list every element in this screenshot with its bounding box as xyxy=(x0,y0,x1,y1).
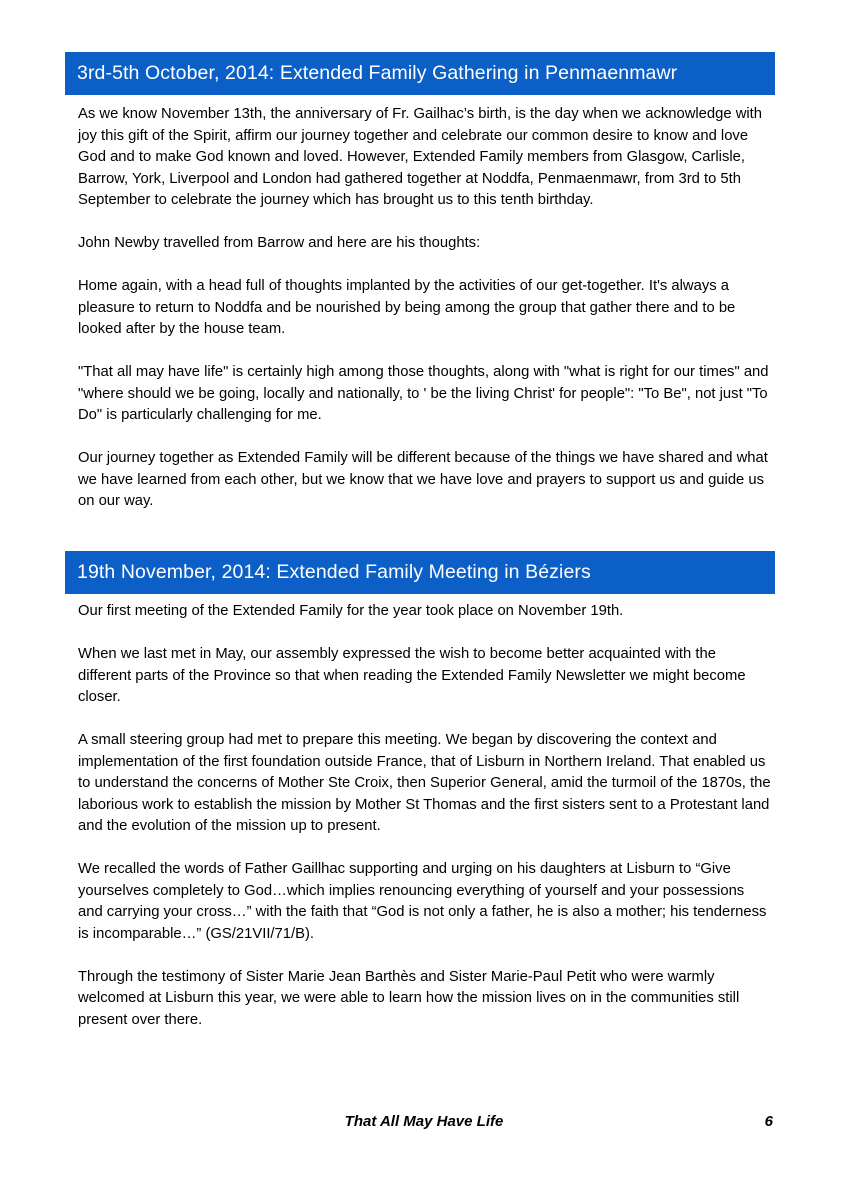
paragraph: Our journey together as Extended Family will be different because of the things we have shared and what we have learned from each other, but we know that we have love and prayers to support us and guide us on our way. xyxy=(78,450,768,509)
paragraph: Through the testimony of Sister Marie Jean Barthès and Sister Marie-Paul Petit who were warmly welcomed at Lisburn this year, we were able to learn how the mission lives on in the communities still present over there. xyxy=(78,968,740,1028)
paragraph: When we last met in May, our assembly expressed the wish to become better acquainted with the different parts of the Province so that when reading the Extended Family Newsletter we might become closer. xyxy=(78,646,746,705)
section-heading-beziers: 19th November, 2014: Extended Family Meeting in Béziers xyxy=(65,551,775,594)
paragraph: We recalled the words of Father Gaillhac supporting and urging on his daughters at Lisburn to “Give yourselves completely to God…which implies renouncing everything of yourself and your possessions and carrying your cross…” with the faith that “God is not only a father, he is also a mother; his tenderness is incomparable…” (GS/21VII/71/B). xyxy=(78,861,767,942)
section-body-penmaenmawr xyxy=(78,104,772,513)
paragraph: A small steering group had met to prepare this meeting. We began by discovering the context and implementation of the first foundation outside France, that of Lisburn in Northern Ireland. That enabled us to understand the concerns of Mother Ste Croix, then Superior General, amid the turmoil of the 1870s, the laborious work to establish the mission by Mother St Thomas and the first sisters sent to a Protestant land and the evolution of the mission up to present. xyxy=(78,732,771,834)
footer-title: That All May Have Life xyxy=(344,1113,504,1130)
paragraph: "That all may have life" is certainly high among those thoughts, along with "what is right for our times" and "where should we be going, locally and nationally, to ' be the living Christ' for people": "To Be", not just "To Do" is particularly challenging for me. xyxy=(78,364,769,423)
paragraph: Our first meeting of the Extended Family for the year took place on November 19th. xyxy=(78,603,624,619)
section-heading-penmaenmawr: 3rd-5th October, 2014: Extended Family Gathering in Penmaenmawr xyxy=(65,52,775,95)
paragraph: Home again, with a head full of thoughts implanted by the activities of our get-together. It's always a pleasure to return to Noddfa and be nourished by being among the group that gather there and to be looked after by the house team. xyxy=(78,278,736,337)
page-number: 6 xyxy=(764,1113,773,1130)
paragraph: As we know November 13th, the anniversary of Fr. Gailhac’s birth, is the day when we acknowledge with joy this gift of the Spirit, affirm our journey together and celebrate our common desire to know and love God and to make God known and loved. However, Extended Family members from Glasgow, Carlisle, Barrow, York, Liverpool and London had gathered together at Noddfa, Penmaenmawr, from 3rd to 5th September to celebrate the journey which has brought us to this tenth birthday. xyxy=(78,106,763,208)
section-body-beziers xyxy=(78,601,772,1031)
paragraph: John Newby travelled from Barrow and here are his thoughts: xyxy=(78,235,481,251)
